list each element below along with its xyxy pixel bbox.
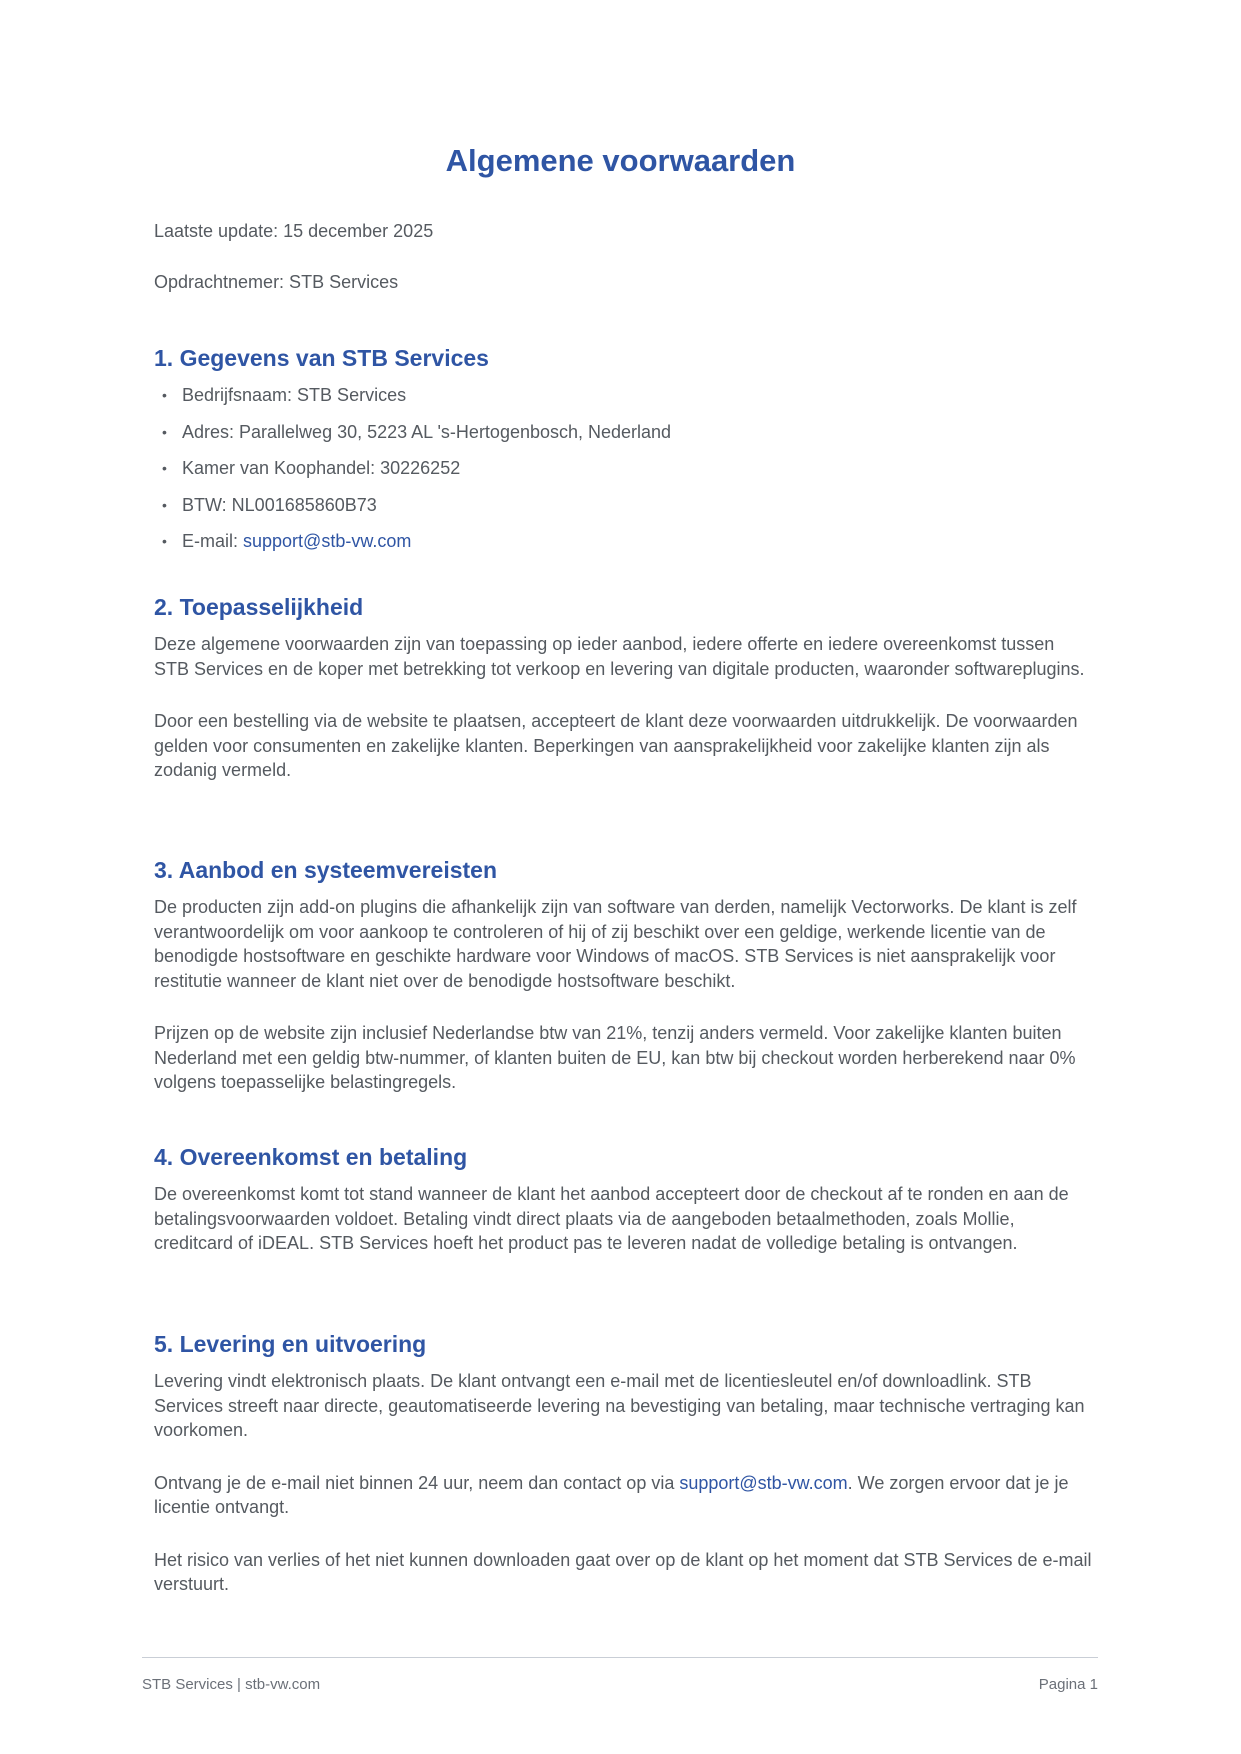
- section-company-details: [154, 343, 1094, 566]
- paragraph: Het risico van verlies of het niet kunnen downloaden gaat over op de klant op het moment dat STB Services de e-mail verstuurt.: [154, 1549, 1092, 1594]
- support-email-link[interactable]: support@stb-vw.com: [243, 531, 412, 551]
- section-heading: 5. Levering en uitvoering: [154, 1331, 427, 1357]
- section-heading: 1. Gegevens van STB Services: [154, 345, 489, 371]
- section-delivery: [154, 1329, 1094, 1625]
- section-heading: 2. Toepasselijkheid: [154, 594, 364, 620]
- list-item: [154, 529, 1094, 553]
- footer-company: STB Services | stb-vw.com: [142, 1676, 321, 1693]
- footer-divider: [142, 1657, 1098, 1658]
- paragraph: De producten zijn add-on plugins die afhankelijk zijn van software van derden, namelijk Vectorworks. De klant is zelf verantwoordelijk om voor aankoop te controleren of hij of zij beschikt over een geldige, werkende licentie van de benodigde hostsoftware en geschikte hardware voor Windows of macOS. STB Services is niet aansprakelijk voor restitutie wanneer de klant niet over de benodigde hostsoftware beschikt.: [154, 897, 1077, 991]
- contact-paragraph: Ontvang je de e-mail niet binnen 24 uur, neem dan contact op via support@stb-vw.com. We zorgen ervoor dat je je licentie ontvangt.: [154, 1472, 1069, 1517]
- company-details-list: [154, 383, 1094, 553]
- section-offer-requirements: [154, 855, 1094, 1123]
- bullet-icon: •: [162, 387, 167, 403]
- section-heading: 4. Overeenkomst en betaling: [154, 1144, 468, 1170]
- last-update: Laatste update: 15 december 2025: [154, 221, 434, 241]
- list-item: • Kamer van Koophandel: 30226252: [162, 458, 461, 478]
- section-agreement-payment: [154, 1142, 1094, 1284]
- list-item: • BTW: NL001685860B73: [162, 494, 377, 515]
- list-item: • Bedrijfsnaam: STB Services: [162, 385, 407, 405]
- paragraph: Levering vindt elektronisch plaats. De klant ontvangt een e-mail met de licentiesleutel en/of downloadlink. STB Services streeft naar directe, geautomatiseerde levering na bevestiging van betaling, maar technische vertraging kan voorkomen.: [154, 1371, 1085, 1440]
- document-title: Algemene voorwaarden: [445, 143, 796, 178]
- list-item: • Adres: Parallelweg 30, 5223 AL 's-Hertogenbosch, Nederland: [162, 421, 672, 442]
- section-applicability: [154, 592, 1094, 811]
- section-heading: 3. Aanbod en systeemvereisten: [154, 857, 498, 883]
- bullet-icon: •: [162, 460, 167, 476]
- support-email-link[interactable]: support@stb-vw.com: [679, 1472, 848, 1493]
- paragraph: Door een bestelling via de website te plaatsen, accepteert de klant deze voorwaarden uitdrukkelijk. De voorwaarden gelden voor consumenten en zakelijke klanten. Beperkingen van aansprakelijkheid voor zakelijke klanten zijn als zodanig vermeld.: [154, 711, 1078, 780]
- paragraph: Deze algemene voorwaarden zijn van toepassing op ieder aanbod, iedere offerte en iedere overeenkomst tussen STB Services en de koper met betrekking tot verkoop en levering van digitale producten, waaronder softwareplugins.: [154, 634, 1085, 679]
- bullet-icon: •: [162, 423, 167, 440]
- paragraph: De overeenkomst komt tot stand wanneer de klant het aanbod accepteert door de checkout af te ronden en aan de betalingsvoorwaarden voldoet. Betaling vindt direct plaats via de aangeboden betaalmethoden, zoals Mollie, creditcard of iDEAL. STB Services hoeft het product pas te leveren nadat de volledige betaling is ontvangen.: [154, 1184, 1069, 1253]
- page-number: Pagina 1: [1038, 1676, 1098, 1693]
- email-label: E-mail:: [182, 531, 244, 551]
- bullet-icon: •: [162, 533, 167, 549]
- contractor: Opdrachtnemer: STB Services: [154, 272, 399, 292]
- paragraph: Prijzen op de website zijn inclusief Nederlandse btw van 21%, tenzij anders vermeld. Voor zakelijke klanten buiten Nederland met een geldig btw-nummer, of klanten buiten de EU, kan btw bij checkout worden herberekend naar 0% volgens toepasselijke belastingregels.: [154, 1023, 1076, 1092]
- bullet-icon: •: [162, 496, 167, 513]
